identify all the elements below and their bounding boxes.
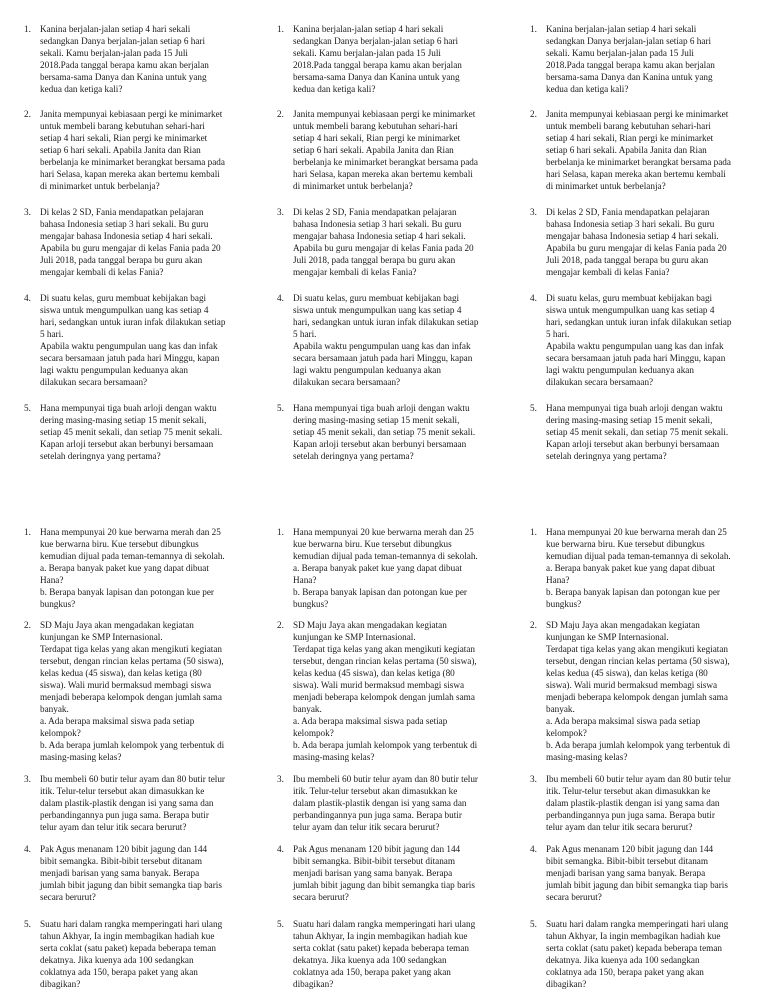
question-number: 5.: [530, 919, 537, 929]
question-text: Pak Agus menanam 120 bibit jagung dan 144 bibit semangka. Bibit-bibit tersebut ditanam menjadi barisan yang sama banyak. Berapa jumlah bibit jagung dan bibit semangka tiap baris secara berurut?: [546, 844, 728, 902]
question-text: Di kelas 2 SD, Fania mendapatkan pelajaran bahasa Indonesia setiap 3 hari sekali. Bu guru mengajar bahasa Indonesia setiap 4 hari sekali. Apabila bu guru mengajar di kelas Fania pada 20 Juli 2018, pada tanggal berapa bu guru akan mengajar kembali di kelas Fania?: [293, 207, 474, 277]
question-text: Di kelas 2 SD, Fania mendapatkan pelajaran bahasa Indonesia setiap 3 hari sekali. Bu guru mengajar bahasa Indonesia setiap 4 hari sekali. Apabila bu guru mengajar di kelas Fania pada 20 Juli 2018, pada tanggal berapa bu guru akan mengajar kembali di kelas Fania?: [40, 207, 221, 277]
question-number: 1.: [277, 24, 284, 34]
question-number: 5.: [24, 919, 31, 929]
question-number: 1.: [24, 24, 31, 34]
question-text: Hana mempunyai 20 kue berwarna merah dan 25 kue berwarna biru. Kue tersebut dibungkus kemudian dijual pada teman-temannya di sekolah. a. Berapa banyak paket kue yang dapat dibuat Hana? b. Berapa banyak lapisan dan potongan kue per bungkus?: [40, 527, 225, 609]
question-text: Suatu hari dalam rangka memperingati hari ulang tahun Akhyar, Ia ingin membagikan hadiah kue serta coklat (satu paket) kepada beberapa teman dekatnya. Jika kuenya ada 100 sedangkan coklatnya ada 150, berapa paket yang akan dibagikan?: [293, 919, 476, 989]
question-number: 5.: [277, 403, 284, 413]
question-number: 1.: [530, 24, 537, 34]
question-text: Di kelas 2 SD, Fania mendapatkan pelajaran bahasa Indonesia setiap 3 hari sekali. Bu guru mengajar bahasa Indonesia setiap 4 hari sekali. Apabila bu guru mengajar di kelas Fania pada 20 Juli 2018, pada tanggal berapa bu guru akan mengajar kembali di kelas Fania?: [546, 207, 727, 277]
question-number: 3.: [530, 774, 537, 784]
question-text: Ibu membeli 60 butir telur ayam dan 80 butir telur itik. Telur-telur tersebut akan dimasukkan ke dalam plastik-plastik dengan isi yang sama dan perbandingannya pun juga sama. Berapa butir telur ayam dan telur itik secara berurut?: [293, 774, 478, 832]
question-number: 1.: [24, 527, 31, 537]
question-text: Hana mempunyai tiga buah arloji dengan waktu dering masing-masing setiap 15 menit sekali, setiap 45 menit sekali, dan setiap 75 menit sekali. Kapan arloji tersebut akan berbunyi bersamaan setelah deringnya yang pertama?: [546, 403, 729, 461]
question-number: 3.: [530, 207, 537, 217]
question-number: 3.: [277, 774, 284, 784]
question-text: Hana mempunyai 20 kue berwarna merah dan 25 kue berwarna biru. Kue tersebut dibungkus kemudian dijual pada teman-temannya di sekolah. a. Berapa banyak paket kue yang dapat dibuat Hana? b. Berapa banyak lapisan dan potongan kue per bungkus?: [546, 527, 731, 609]
question-text: Suatu hari dalam rangka memperingati hari ulang tahun Akhyar, Ia ingin membagikan hadiah kue serta coklat (satu paket) kepada beberapa teman dekatnya. Jika kuenya ada 100 sedangkan coklatnya ada 150, berapa paket yang akan dibagikan?: [40, 919, 223, 989]
question-number: 5.: [24, 403, 31, 413]
question-text: Pak Agus menanam 120 bibit jagung dan 144 bibit semangka. Bibit-bibit tersebut ditanam menjadi barisan yang sama banyak. Berapa jumlah bibit jagung dan bibit semangka tiap baris secara berurut?: [40, 844, 222, 902]
question-text: Ibu membeli 60 butir telur ayam dan 80 butir telur itik. Telur-telur tersebut akan dimasukkan ke dalam plastik-plastik dengan isi yang sama dan perbandingannya pun juga sama. Berapa butir telur ayam dan telur itik secara berurut?: [546, 774, 731, 832]
question-number: 5.: [277, 919, 284, 929]
question-text: Hana mempunyai 20 kue berwarna merah dan 25 kue berwarna biru. Kue tersebut dibungkus kemudian dijual pada teman-temannya di sekolah. a. Berapa banyak paket kue yang dapat dibuat Hana? b. Berapa banyak lapisan dan potongan kue per bungkus?: [293, 527, 478, 609]
question-number: 4.: [530, 844, 537, 854]
question-number: 1.: [277, 527, 284, 537]
question-text: Janita mempunyai kebiasaan pergi ke minimarket untuk membeli barang kebutuhan sehari-hari setiap 4 hari sekali, Rian pergi ke minimarket setiap 6 hari sekali. Apabila Janita dan Rian berbelanja ke minimarket berangkat bersama pada hari Selasa, kapan mereka akan bertemu kembali di minimarket untuk berbelanja?: [546, 109, 731, 191]
question-number: 2.: [277, 620, 284, 630]
question-text: Janita mempunyai kebiasaan pergi ke minimarket untuk membeli barang kebutuhan sehari-hari setiap 4 hari sekali, Rian pergi ke minimarket setiap 6 hari sekali. Apabila Janita dan Rian berbelanja ke minimarket berangkat bersama pada hari Selasa, kapan mereka akan bertemu kembali di minimarket untuk berbelanja?: [40, 109, 225, 191]
question-text: SD Maju Jaya akan mengadakan kegiatan kunjungan ke SMP Internasional. Terdapat tiga kelas yang akan mengikuti kegiatan tersebut, dengan rincian kelas pertama (50 siswa), kelas kedua (45 siswa), dan kelas ketiga (80 siswa). Wali murid bermaksud membagi siswa menjadi beberapa kelompok dengan jumlah sama banyak. a. Ada berapa maksimal siswa pada setiap kelompok? b. Ada berapa jumlah kelompok yang terbentuk di masing-masing kelas?: [40, 620, 225, 762]
question-text: SD Maju Jaya akan mengadakan kegiatan kunjungan ke SMP Internasional. Terdapat tiga kelas yang akan mengikuti kegiatan tersebut, dengan rincian kelas pertama (50 siswa), kelas kedua (45 siswa), dan kelas ketiga (80 siswa). Wali murid bermaksud membagi siswa menjadi beberapa kelompok dengan jumlah sama banyak. a. Ada berapa maksimal siswa pada setiap kelompok? b. Ada berapa jumlah kelompok yang terbentuk di masing-masing kelas?: [546, 620, 731, 762]
question-number: 4.: [277, 844, 284, 854]
question-text: Janita mempunyai kebiasaan pergi ke minimarket untuk membeli barang kebutuhan sehari-hari setiap 4 hari sekali, Rian pergi ke minimarket setiap 6 hari sekali. Apabila Janita dan Rian berbelanja ke minimarket berangkat bersama pada hari Selasa, kapan mereka akan bertemu kembali di minimarket untuk berbelanja?: [293, 109, 478, 191]
question-text: Kanina berjalan-jalan setiap 4 hari sekali sedangkan Danya berjalan-jalan setiap 6 hari sekali. Kamu berjalan-jalan pada 15 Juli 2018.Pada tanggal berapa kamu akan berjalan bersama-sama Danya dan Kanina untuk yang kedua dan ketiga kali?: [40, 24, 209, 94]
question-number: 3.: [24, 774, 31, 784]
question-number: 4.: [24, 293, 31, 303]
question-number: 4.: [277, 293, 284, 303]
question-text: Di suatu kelas, guru membuat kebijakan bagi siswa untuk mengumpulkan uang kas setiap 4 hari, sedangkan untuk iuran infak dilakukan setiap 5 hari. Apabila waktu pengumpulan uang kas dan infak secara bersamaan jatuh pada hari Minggu, kapan lagi waktu pengumpulan keduanya akan dilakukan secara bersamaan?: [546, 293, 732, 387]
question-number: 5.: [530, 403, 537, 413]
question-number: 2.: [24, 109, 31, 119]
question-text: Di suatu kelas, guru membuat kebijakan bagi siswa untuk mengumpulkan uang kas setiap 4 hari, sedangkan untuk iuran infak dilakukan setiap 5 hari. Apabila waktu pengumpulan uang kas dan infak secara bersamaan jatuh pada hari Minggu, kapan lagi waktu pengumpulan keduanya akan dilakukan secara bersamaan?: [293, 293, 479, 387]
question-text: Ibu membeli 60 butir telur ayam dan 80 butir telur itik. Telur-telur tersebut akan dimasukkan ke dalam plastik-plastik dengan isi yang sama dan perbandingannya pun juga sama. Berapa butir telur ayam dan telur itik secara berurut?: [40, 774, 225, 832]
question-text: SD Maju Jaya akan mengadakan kegiatan kunjungan ke SMP Internasional. Terdapat tiga kelas yang akan mengikuti kegiatan tersebut, dengan rincian kelas pertama (50 siswa), kelas kedua (45 siswa), dan kelas ketiga (80 siswa). Wali murid bermaksud membagi siswa menjadi beberapa kelompok dengan jumlah sama banyak. a. Ada berapa maksimal siswa pada setiap kelompok? b. Ada berapa jumlah kelompok yang terbentuk di masing-masing kelas?: [293, 620, 478, 762]
question-text: Pak Agus menanam 120 bibit jagung dan 144 bibit semangka. Bibit-bibit tersebut ditanam menjadi barisan yang sama banyak. Berapa jumlah bibit jagung dan bibit semangka tiap baris secara berurut?: [293, 844, 475, 902]
question-text: Suatu hari dalam rangka memperingati hari ulang tahun Akhyar, Ia ingin membagikan hadiah kue serta coklat (satu paket) kepada beberapa teman dekatnya. Jika kuenya ada 100 sedangkan coklatnya ada 150, berapa paket yang akan dibagikan?: [546, 919, 729, 989]
question-text: Kanina berjalan-jalan setiap 4 hari sekali sedangkan Danya berjalan-jalan setiap 6 hari sekali. Kamu berjalan-jalan pada 15 Juli 2018.Pada tanggal berapa kamu akan berjalan bersama-sama Danya dan Kanina untuk yang kedua dan ketiga kali?: [293, 24, 462, 94]
question-number: 4.: [24, 844, 31, 854]
question-text: Di suatu kelas, guru membuat kebijakan bagi siswa untuk mengumpulkan uang kas setiap 4 hari, sedangkan untuk iuran infak dilakukan setiap 5 hari. Apabila waktu pengumpulan uang kas dan infak secara bersamaan jatuh pada hari Minggu, kapan lagi waktu pengumpulan keduanya akan dilakukan secara bersamaan?: [40, 293, 226, 387]
question-number: 2.: [530, 109, 537, 119]
question-number: 3.: [277, 207, 284, 217]
question-number: 4.: [530, 293, 537, 303]
question-text: Hana mempunyai tiga buah arloji dengan waktu dering masing-masing setiap 15 menit sekali, setiap 45 menit sekali, dan setiap 75 menit sekali. Kapan arloji tersebut akan berbunyi bersamaan setelah deringnya yang pertama?: [293, 403, 476, 461]
question-number: 2.: [24, 620, 31, 630]
question-number: 3.: [24, 207, 31, 217]
question-text: Hana mempunyai tiga buah arloji dengan waktu dering masing-masing setiap 15 menit sekali, setiap 45 menit sekali, dan setiap 75 menit sekali. Kapan arloji tersebut akan berbunyi bersamaan setelah deringnya yang pertama?: [40, 403, 223, 461]
question-number: 2.: [530, 620, 537, 630]
question-number: 1.: [530, 527, 537, 537]
question-text: Kanina berjalan-jalan setiap 4 hari sekali sedangkan Danya berjalan-jalan setiap 6 hari sekali. Kamu berjalan-jalan pada 15 Juli 2018.Pada tanggal berapa kamu akan berjalan bersama-sama Danya dan Kanina untuk yang kedua dan ketiga kali?: [546, 24, 715, 94]
question-number: 2.: [277, 109, 284, 119]
